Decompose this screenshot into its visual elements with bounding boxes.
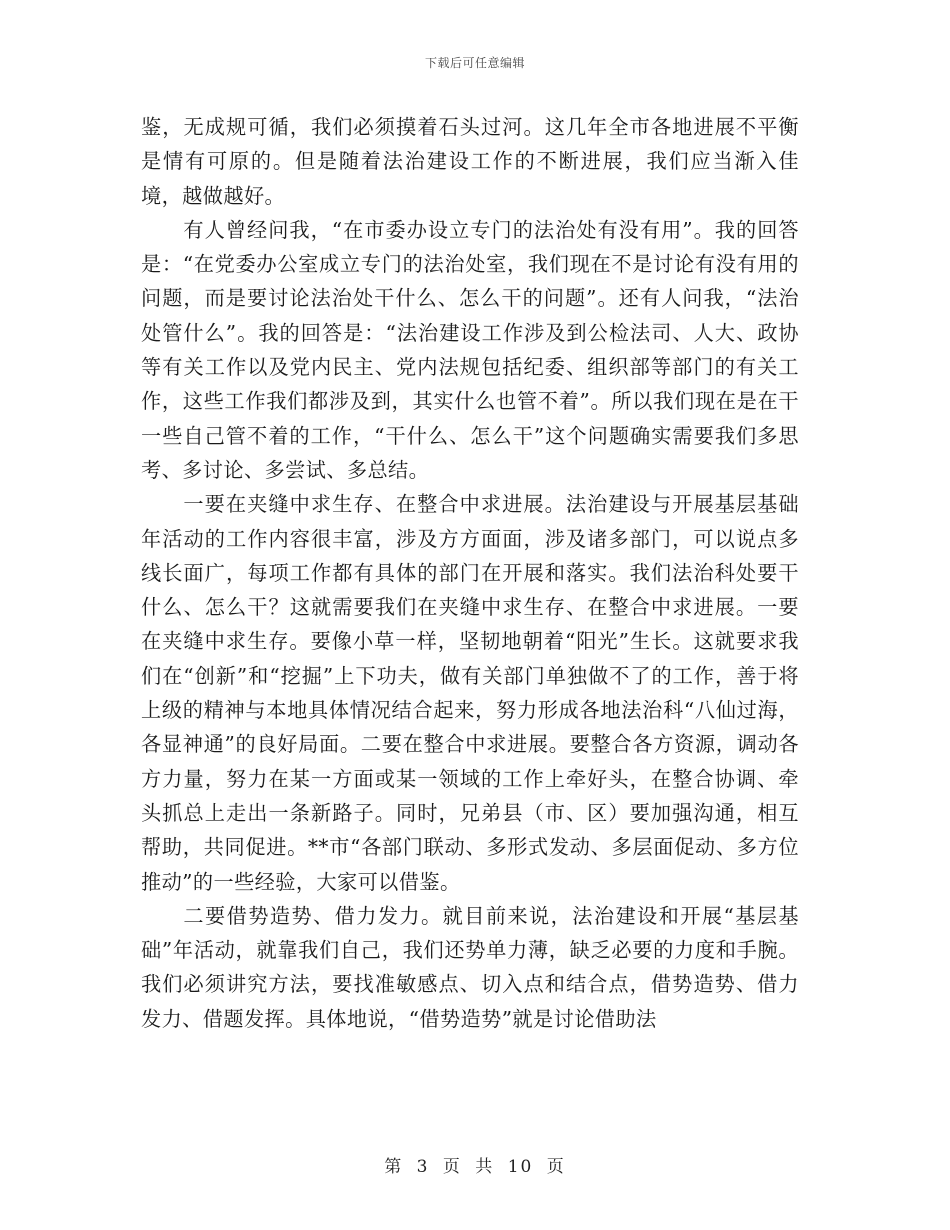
paragraph-4: 二要借势造势、借力发力。就目前来说，法治建设和开展“基层基础”年活动，就靠我们自己，我们还势单力薄，缺乏必要的力度和手腕。我们必须讲究方法，要找准敏感点、切入点和结合点，借势造势、借力发力、借题发挥。具体地说，“借势造势”就是讨论借助法	[141, 903, 799, 1031]
paragraph-3: 一要在夹缝中求生存、在整合中求进展。法治建设与开展基层基础年活动的工作内容很丰富，涉及方方面面，涉及诸多部门，可以说点多线长面广，每项工作都有具体的部门在开展和落实。我们法治科处要干什么、怎么干？这就需要我们在夹缝中求生存、在整合中求进展。一要在夹缝中求生存。要像小草一样，坚韧地朝着“阳光”生长。这就要求我们在“创新”和“挖掘”上下功夫，做有关部门单独做不了的工作，善于将上级的精神与本地具体情况结合起来，努力形成各地法治科“八仙过海，各显神通”的良好局面。二要在整合中求进展。要整合各方资源，调动各方力量，努力在某一方面或某一领域的工作上牵好头，在整合协调、牵头抓总上走出一条新路子。同时，兄弟县（市、区）要加强沟通，相互帮助，共同促进。**市“各部门联动、多形式发动、多层面促动、多方位推动”的一些经验，大家可以借鉴。	[141, 492, 799, 894]
paragraph-1: 鉴，无成规可循，我们必须摸着石头过河。这几年全市各地进展不平衡是情有可原的。但是随着法治建设工作的不断进展，我们应当渐入佳境，越做越好。	[141, 115, 799, 208]
paragraph-2: 有人曾经问我，“在市委办设立专门的法治处有没有用”。我的回答是：“在党委办公室成立专门的法治处室，我们现在不是讨论有没有用的问题，而是要讨论法治处干什么、怎么干的问题”。还有人问我，“法治处管什么”。我的回答是：“法治建设工作涉及到公检法司、人大、政协等有关工作以及党内民主、党内法规包括纪委、组织部等部门的有关工作，这些工作我们都涉及到，其实什么也管不着”。所以我们现在是在干一些自己管不着的工作，“干什么、怎么干”这个问题确实需要我们多思考、多讨论、多尝试、多总结。	[141, 217, 799, 482]
page-number-footer: 第 3 页 共 10 页	[384, 1157, 566, 1177]
page-header-note: 下载后可任意编辑	[424, 56, 525, 70]
document-body	[141, 110, 799, 1036]
